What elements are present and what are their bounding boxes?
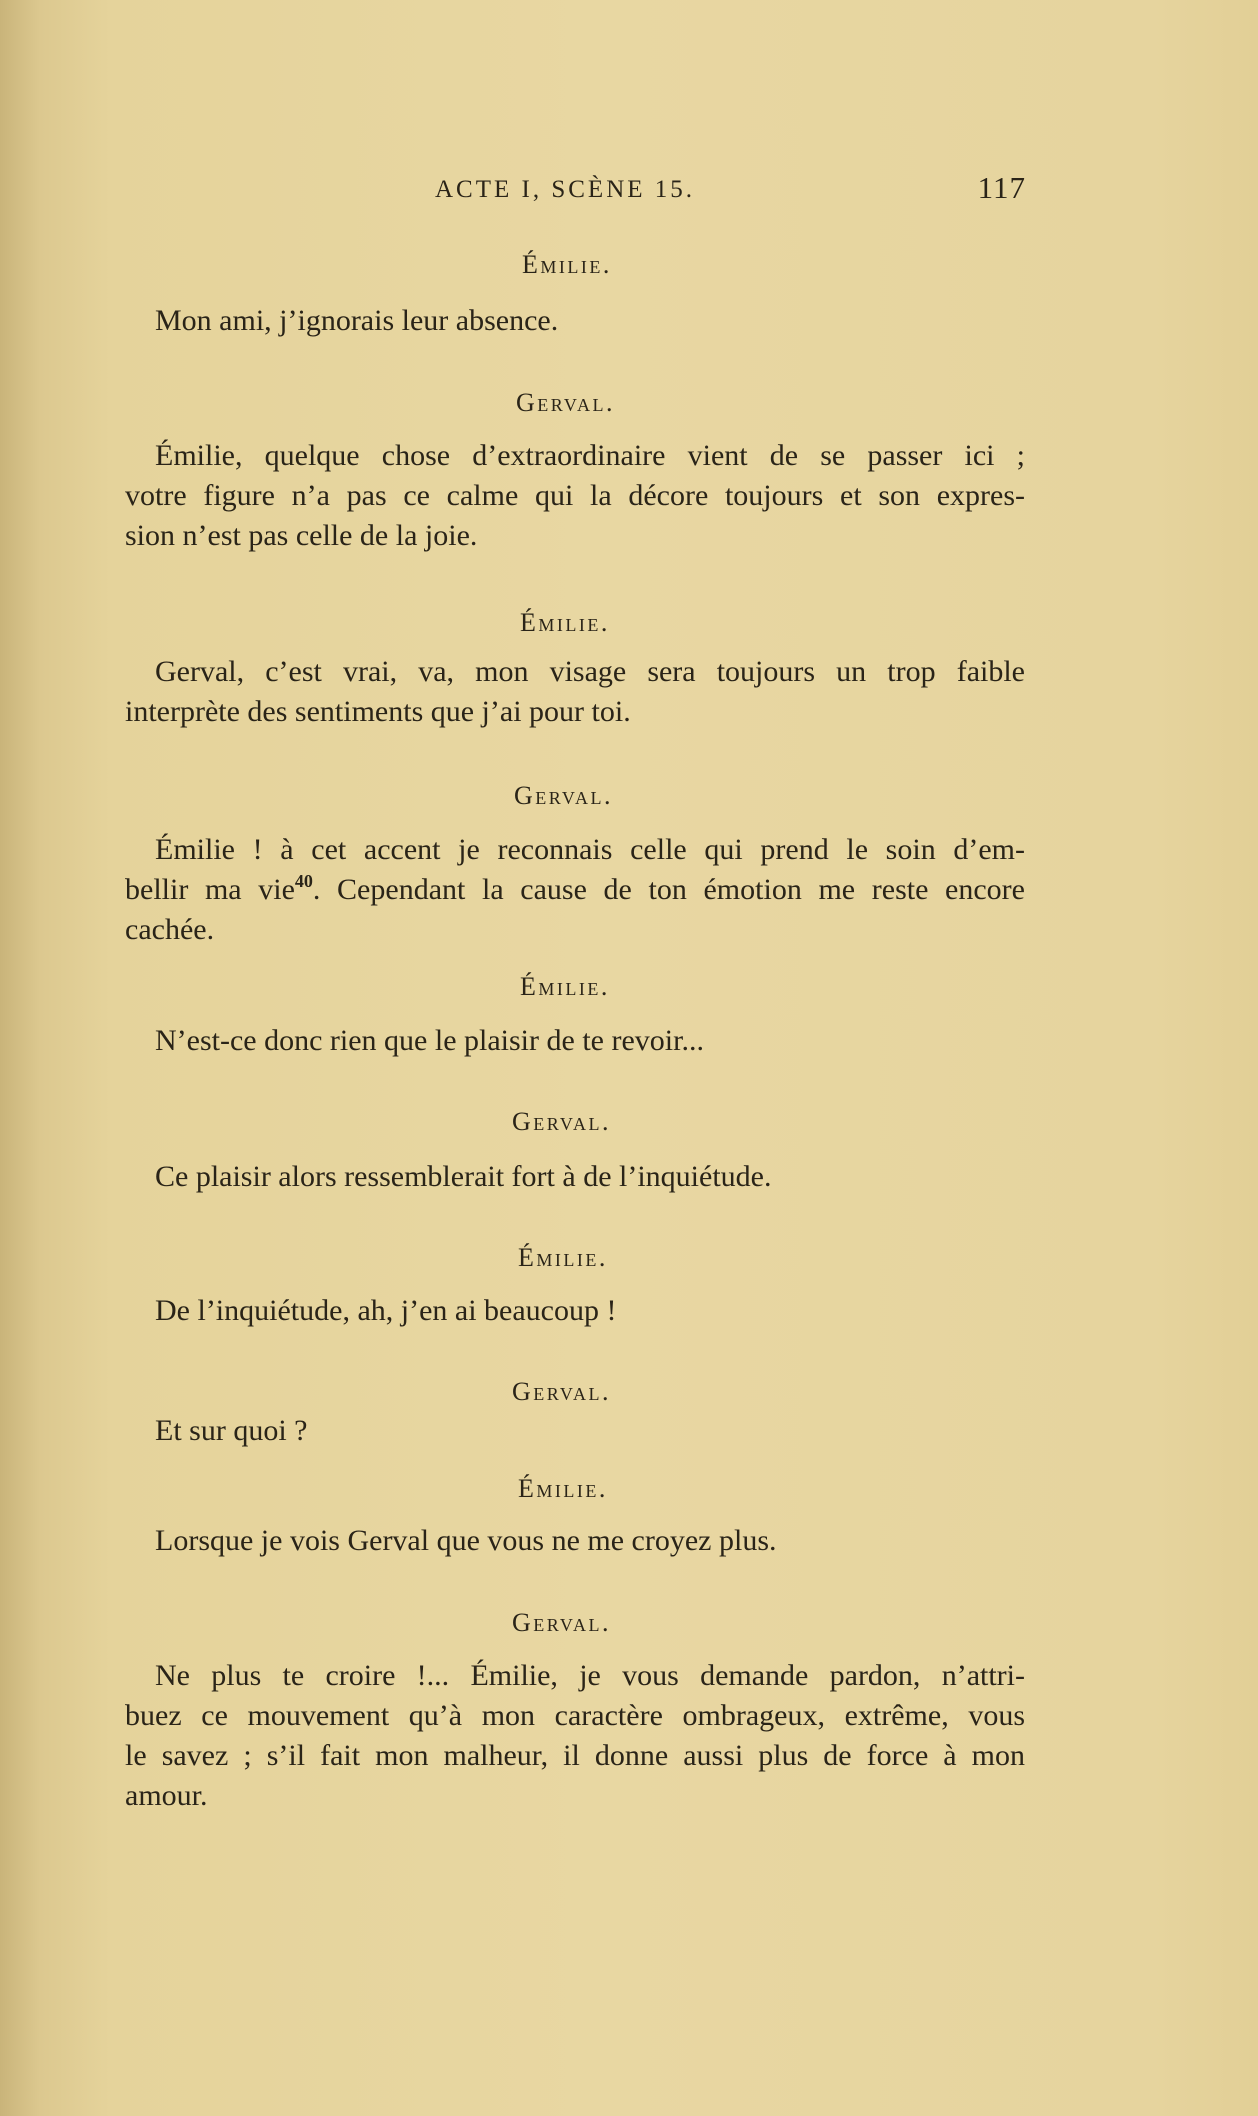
dialogue-line: le savez ; s’il fait mon malheur, il donne aussi plus de force à mon xyxy=(125,1739,1025,1772)
speaker-name: Émilie. xyxy=(522,250,612,279)
dialogue-line-part: bellir ma vie xyxy=(125,873,295,906)
speaker-name: Émilie. xyxy=(518,1474,608,1503)
footnote-ref[interactable]: 40 xyxy=(294,871,313,891)
dialogue-paragraph xyxy=(125,436,1025,556)
dialogue-line: Mon ami, j’ignorais leur absence. xyxy=(155,304,559,337)
speaker-name: Gerval. xyxy=(514,781,614,810)
dialogue-line: amour. xyxy=(125,1779,208,1812)
dialogue-line: interprète des sentiments que j’ai pour toi. xyxy=(125,695,631,728)
dialogue-line: buez ce mouvement qu’à mon caractère ombrageux, extrême, vous xyxy=(125,1699,1025,1732)
speaker-name: Émilie. xyxy=(518,1243,608,1272)
dialogue-line: Et sur quoi ? xyxy=(155,1414,308,1447)
dialogue-line: votre figure n’a pas ce calme qui la décore toujours et son expres- xyxy=(125,479,1025,512)
dialogue-line: N’est-ce donc rien que le plaisir de te revoir... xyxy=(155,1024,704,1057)
dialogue-line: cachée. xyxy=(125,913,215,946)
speaker-name: Gerval. xyxy=(512,1107,612,1136)
speaker-name: Gerval. xyxy=(516,388,616,417)
speaker-name: Émilie. xyxy=(520,608,610,637)
dialogue-line xyxy=(125,870,1025,910)
dialogue-line: Gerval, c’est vrai, va, mon visage sera toujours un trop faible xyxy=(155,655,1025,688)
dialogue-line: Ce plaisir alors ressemblerait fort à de l’inquiétude. xyxy=(155,1160,772,1193)
dialogue-paragraph xyxy=(125,652,1025,732)
dialogue-line: Émilie, quelque chose d’extraordinaire vient de se passer ici ; xyxy=(155,439,1025,472)
dialogue-paragraph xyxy=(125,830,1025,950)
running-head: ACTE I, SCÈNE 15. xyxy=(435,176,696,203)
dialogue-line: De l’inquiétude, ah, j’en ai beaucoup ! xyxy=(155,1294,617,1327)
dialogue-line: Lorsque je vois Gerval que vous ne me croyez plus. xyxy=(155,1524,777,1557)
speaker-name: Gerval. xyxy=(512,1608,612,1637)
dialogue-paragraph xyxy=(125,1656,1025,1816)
page-number: 117 xyxy=(977,170,1026,205)
speaker-name: Émilie. xyxy=(520,972,610,1001)
dialogue-line: Ne plus te croire !... Émilie, je vous demande pardon, n’attri- xyxy=(155,1659,1025,1692)
speaker-name: Gerval. xyxy=(512,1377,612,1406)
dialogue-line: Émilie ! à cet accent je reconnais celle qui prend le soin d’em- xyxy=(155,833,1025,866)
dialogue-line-part: . Cependant la cause de ton émotion me reste encore xyxy=(312,873,1025,906)
dialogue-line: sion n’est pas celle de la joie. xyxy=(125,519,478,552)
